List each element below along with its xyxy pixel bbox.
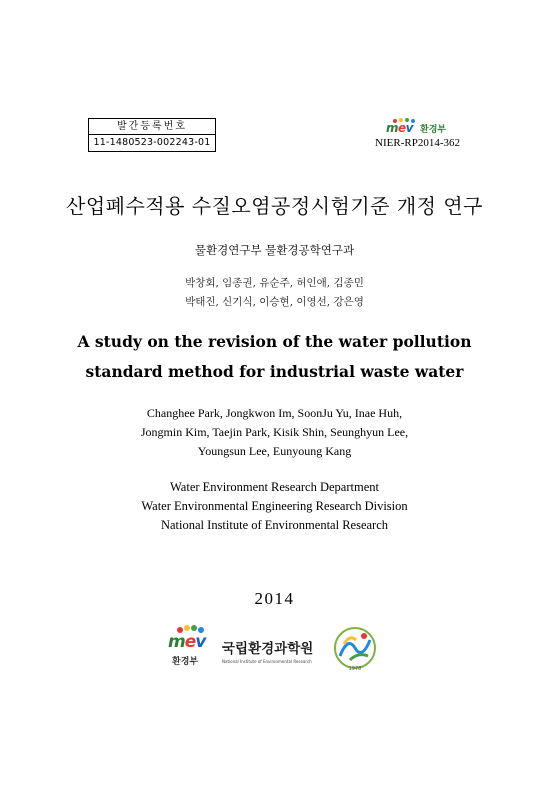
institute-name-english: National Institute of Environmental Research: [222, 659, 312, 664]
institute-name-korean: 국립환경과학원: [222, 641, 314, 657]
authors-korean-line: 박태진, 신기식, 이승현, 이영선, 강은영: [185, 296, 364, 308]
institution-line: Water Environment Research Department: [170, 480, 379, 494]
authors-english-line: Youngsun Lee, Eunyoung Kang: [197, 444, 352, 458]
authors-english-line: Jongmin Kim, Taejin Park, Kisik Shin, Seunghyun Lee,: [140, 425, 409, 439]
registration-label: 발간등록번호: [89, 119, 215, 135]
institute-emblem-icon: [330, 626, 380, 672]
title-korean: 산업폐수적용 수질오염공정시험기준 개정 연구: [66, 194, 483, 218]
bottom-logos: [166, 624, 386, 674]
ministry-logo: [166, 624, 212, 670]
title-english: [0, 327, 549, 387]
logo-name: 환경부: [420, 125, 447, 135]
authors-english: [0, 404, 549, 461]
logo-mark: mev: [386, 121, 413, 135]
department-korean: 물환경연구부 물환경공학연구과: [194, 243, 355, 257]
institution-line: Water Environmental Engineering Research Division: [141, 499, 408, 513]
title-english-line: A study on the revision of the water pollution: [77, 332, 472, 351]
registration-number-box: [88, 118, 216, 152]
authors-english-line: Changhee Park, Jongkwon Im, SoonJu Yu, Inae Huh,: [146, 406, 403, 420]
ministry-logo-name: 환경부: [172, 657, 199, 667]
publication-year: 2014: [254, 589, 295, 608]
authors-korean: [0, 274, 549, 312]
report-number: NIER-RP2014-362: [375, 137, 460, 149]
institution-line: National Institute of Environmental Research: [160, 518, 388, 532]
ministry-logo-mark: mev: [168, 632, 206, 652]
registration-number: 11-1480523-002243-01: [93, 137, 211, 148]
authors-korean-line: 박창회, 임종권, 유순주, 허인애, 김종민: [185, 277, 364, 289]
ministry-of-environment-logo: [386, 120, 456, 136]
institution-english: [0, 478, 549, 535]
institute-logo-text: [222, 637, 313, 664]
emblem-year: 1978: [348, 666, 362, 672]
title-english-line: standard method for industrial waste water: [85, 362, 464, 381]
